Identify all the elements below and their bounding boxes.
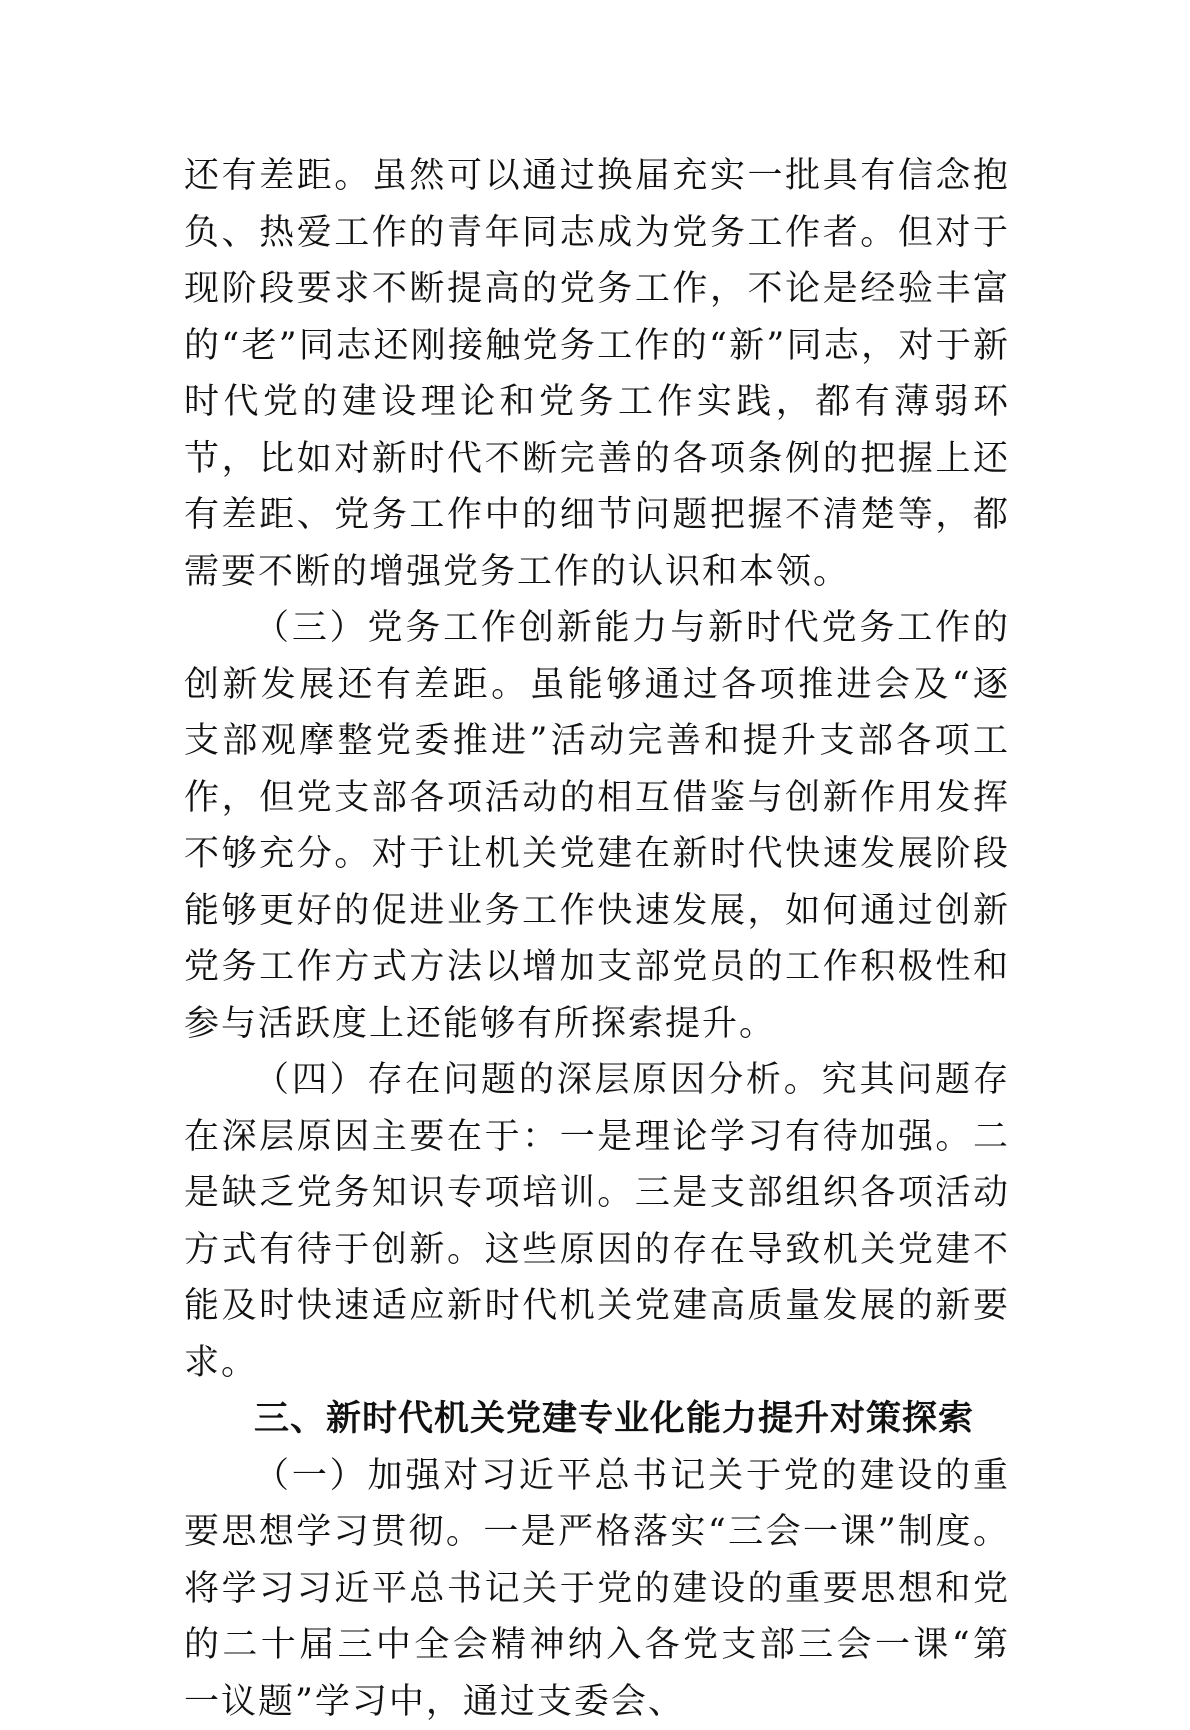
paragraph-section-3	[184, 600, 1010, 1052]
section-lead-heading: （一）加强对习近平总书记关于党的建设的重要思想学习贯彻。	[184, 1456, 1010, 1553]
paragraph-section-4	[184, 1052, 1010, 1391]
paragraph-text: 一是严格落实“三会一课”制度。将学习习近平总书记关于党的建设的重要思想和党的二十届三中全会精神纳入各党支部三会一课“第一议题”学习中，通过支委会、	[184, 1512, 1010, 1722]
paragraph-text: 虽能够通过各项推进会及“逐支部观摩整党委推进”活动完善和提升支部各项工作，但党支部各项活动的相互借鉴与创新作用发挥不够充分。对于让机关党建在新时代快速发展阶段能够更好的促进业务工作快速发展，如何通过创新党务工作方式方法以增加支部党员的工作积极性和参与活跃度上还能够有所探索提升。	[184, 665, 1010, 1044]
section-lead-heading: （四）存在问题的深层原因分析。	[254, 1060, 822, 1100]
paragraph-text: 究其问题存在深层原因主要在于：一是理论学习有待加强。二是缺乏党务知识专项培训。三是支部组织各项活动方式有待于创新。这些原因的存在导致机关党建不能及时快速适应新时代机关党建高质量发展的新要求。	[184, 1060, 1010, 1383]
paragraph-text: 还有差距。虽然可以通过换届充实一批具有信念抱负、热爱工作的青年同志成为党务工作者。但对于现阶段要求不断提高的党务工作，不论是经验丰富的“老”同志还刚接触党务工作的“新”同志，对于新时代党的建设理论和党务工作实践，都有薄弱环节，比如对新时代不断完善的各项条例的把握上还有差距、党务工作中的细节问题把握不清楚等，都需要不断的增强党务工作的认识和本领。	[184, 156, 1010, 592]
paragraph-section-1	[184, 1448, 1010, 1730]
document-body	[184, 148, 1010, 1730]
chapter-heading: 三、新时代机关党建专业化能力提升对策探索	[184, 1391, 1010, 1448]
paragraph-continuation	[184, 148, 1010, 600]
section-lead-heading: （三）党务工作创新能力与新时代党务工作的创新发展还有差距。	[184, 608, 1010, 705]
